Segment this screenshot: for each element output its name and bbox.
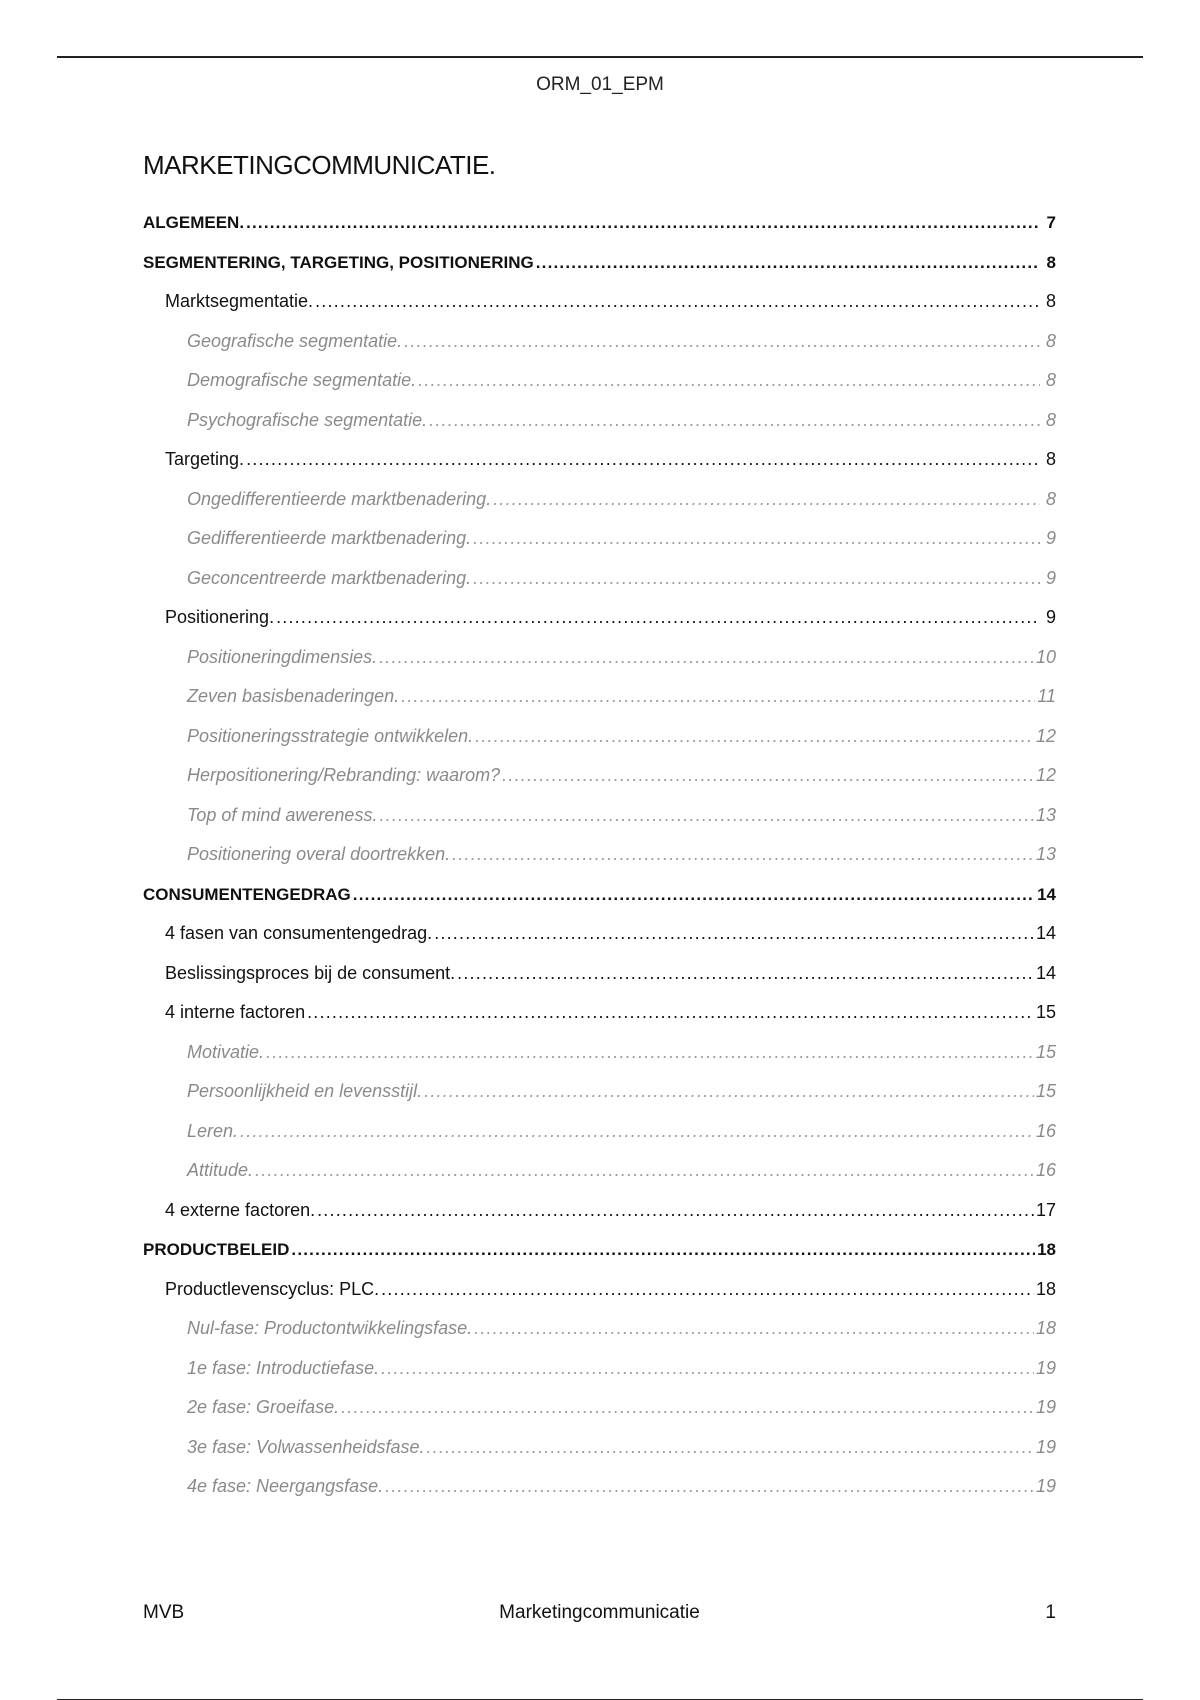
toc-entry-label: 4 interne factoren — [165, 1002, 306, 1022]
toc-entry-label: Motivatie. — [187, 1041, 265, 1062]
toc-page-number: 9 — [1045, 567, 1056, 588]
toc-dot-leader — [276, 598, 1040, 638]
toc-entry-label: 4 externe factoren. — [165, 1199, 316, 1220]
toc-dot-leader — [429, 401, 1040, 441]
toc-entry-label: Ongedifferentieerde marktbenadering. — [187, 488, 492, 509]
toc-dot-leader — [291, 1230, 1035, 1270]
toc-page-number: 7 — [1046, 213, 1056, 232]
toc-entry[interactable] — [143, 243, 1056, 283]
toc-dot-leader — [452, 835, 1034, 875]
toc-entry[interactable] — [143, 1349, 1056, 1389]
toc-entry-label: Psychografische segmentatie. — [187, 409, 428, 430]
toc-dot-leader — [315, 282, 1040, 322]
toc-page-number: 8 — [1045, 370, 1056, 390]
toc-entry-label: Herpositionering/Rebranding: waarom? — [187, 765, 501, 785]
toc-entry-label: ALGEMEEN. — [143, 213, 245, 232]
toc-entry[interactable] — [143, 282, 1056, 322]
toc-page-number: 8 — [1045, 449, 1056, 469]
toc-dot-leader — [401, 677, 1035, 717]
toc-page-number: 8 — [1045, 291, 1056, 311]
toc-entry-label: Nul-fase: Productontwikkelingsfase. — [187, 1318, 473, 1338]
toc-page-number: 18 — [1035, 1318, 1056, 1338]
toc-dot-leader — [473, 559, 1040, 599]
toc-entry-label: Attitude. — [187, 1160, 254, 1180]
toc-dot-leader — [493, 480, 1040, 520]
toc-page-number: 9 — [1045, 607, 1056, 627]
toc-page-number: 19 — [1035, 1397, 1056, 1417]
toc-entry-label: 4e fase: Neergangsfase. — [187, 1476, 384, 1496]
toc-entry[interactable] — [143, 1388, 1056, 1428]
toc-dot-leader — [266, 1033, 1034, 1073]
toc-entry-label: Demografische segmentatie. — [187, 370, 417, 390]
toc-page-number: 17 — [1035, 1199, 1056, 1220]
toc-entry[interactable] — [143, 440, 1056, 480]
page-footer — [143, 1602, 1056, 1628]
toc-dot-leader — [424, 1072, 1034, 1112]
toc-entry-label: 2e fase: Groeifase. — [187, 1397, 340, 1417]
table-of-contents — [143, 203, 1056, 1507]
header-rule — [57, 56, 1143, 58]
toc-entry[interactable] — [143, 717, 1056, 757]
toc-dot-leader — [381, 1349, 1034, 1389]
toc-page-number: 13 — [1035, 844, 1056, 864]
page-title: MARKETINGCOMMUNICATIE. — [143, 150, 496, 180]
toc-dot-leader — [246, 440, 1040, 480]
toc-dot-leader — [426, 1428, 1033, 1468]
toc-entry-label: Geografische segmentatie. — [187, 330, 403, 351]
toc-page-number: 19 — [1035, 1476, 1056, 1496]
toc-entry[interactable] — [143, 203, 1056, 243]
toc-entry-label: SEGMENTERING, TARGETING, POSITIONERING — [143, 252, 534, 272]
toc-entry-label: Positioneringsstrategie ontwikkelen. — [187, 725, 474, 746]
toc-page-number: 14 — [1035, 923, 1056, 943]
toc-dot-leader — [434, 914, 1034, 954]
toc-page-number: 16 — [1035, 1120, 1056, 1141]
toc-page-number: 14 — [1035, 962, 1056, 983]
toc-page-number: 15 — [1035, 1081, 1056, 1101]
toc-dot-leader — [353, 875, 1035, 915]
toc-page-number: 11 — [1037, 686, 1056, 706]
toc-dot-leader — [502, 756, 1034, 796]
toc-entry[interactable] — [143, 559, 1056, 599]
toc-entry-label: CONSUMENTENGEDRAG — [143, 884, 351, 904]
toc-entry[interactable] — [143, 835, 1056, 875]
toc-entry-label: Persoonlijkheid en levensstijl. — [187, 1081, 423, 1101]
toc-entry[interactable] — [143, 1309, 1056, 1349]
toc-dot-leader — [475, 717, 1034, 757]
toc-page-number: 10 — [1035, 646, 1056, 667]
toc-dot-leader — [418, 361, 1040, 401]
toc-page-number: 19 — [1035, 1357, 1056, 1378]
toc-entry[interactable] — [143, 519, 1056, 559]
toc-dot-leader — [536, 243, 1040, 283]
toc-entry[interactable] — [143, 1151, 1056, 1191]
toc-entry[interactable] — [143, 1033, 1056, 1073]
toc-page-number: 14 — [1037, 884, 1056, 904]
toc-dot-leader — [246, 203, 1040, 243]
toc-entry-label: Geconcentreerde marktbenadering. — [187, 567, 472, 588]
toc-entry[interactable] — [143, 638, 1056, 678]
toc-entry-label: Marktsegmentatie. — [165, 291, 314, 311]
toc-entry-label: PRODUCTBELEID — [143, 1240, 290, 1259]
toc-entry-label: Positionering overal doortrekken. — [187, 844, 451, 864]
toc-page-number: 8 — [1045, 330, 1056, 351]
toc-dot-leader — [240, 1112, 1034, 1152]
toc-entry-label: Productlevenscyclus: PLC. — [165, 1278, 380, 1299]
toc-entry[interactable] — [143, 914, 1056, 954]
toc-entry-label: Beslissingsproces bij de consument. — [165, 962, 456, 983]
toc-dot-leader — [385, 1467, 1034, 1507]
toc-entry[interactable] — [143, 677, 1056, 717]
toc-dot-leader — [255, 1151, 1034, 1191]
toc-entry-label: Gedifferentieerde marktbenadering. — [187, 528, 472, 548]
footer-author: MVB — [143, 1602, 185, 1623]
toc-dot-leader — [341, 1388, 1034, 1428]
toc-entry[interactable] — [143, 1467, 1056, 1507]
toc-entry[interactable] — [143, 361, 1056, 401]
toc-entry[interactable] — [143, 796, 1056, 836]
toc-entry-label: 1e fase: Introductiefase. — [187, 1357, 380, 1378]
toc-page-number: 12 — [1035, 765, 1056, 785]
toc-entry-label: 3e fase: Volwassenheidsfase. — [187, 1436, 425, 1457]
toc-page-number: 15 — [1035, 1002, 1056, 1022]
toc-entry[interactable] — [143, 1072, 1056, 1112]
toc-dot-leader — [457, 954, 1034, 994]
toc-entry[interactable] — [143, 1191, 1056, 1231]
toc-entry-label: Top of mind awereness. — [187, 804, 378, 825]
toc-dot-leader — [379, 638, 1034, 678]
toc-dot-leader — [474, 1309, 1034, 1349]
toc-entry-label: 4 fasen van consumentengedrag. — [165, 923, 433, 943]
toc-entry[interactable] — [143, 598, 1056, 638]
toc-dot-leader — [381, 1270, 1034, 1310]
toc-entry-label: Zeven basisbenaderingen. — [187, 686, 400, 706]
toc-entry[interactable] — [143, 322, 1056, 362]
toc-entry[interactable] — [143, 480, 1056, 520]
toc-entry[interactable] — [143, 1270, 1056, 1310]
toc-dot-leader — [473, 519, 1040, 559]
toc-entry-label: Targeting. — [165, 449, 245, 469]
running-header: ORM_01_EPM — [536, 74, 664, 95]
toc-page-number: 13 — [1035, 804, 1056, 825]
toc-page-number: 16 — [1035, 1160, 1056, 1180]
toc-dot-leader — [317, 1191, 1034, 1231]
toc-page-number: 15 — [1035, 1041, 1056, 1062]
footer-document-title: Marketingcommunicatie — [499, 1602, 700, 1623]
toc-entry[interactable] — [143, 756, 1056, 796]
footer-page-number: 1 — [1045, 1602, 1056, 1623]
toc-page-number: 8 — [1045, 409, 1056, 430]
toc-page-number: 8 — [1046, 252, 1056, 272]
toc-page-number: 18 — [1035, 1278, 1056, 1299]
toc-entry[interactable] — [143, 401, 1056, 441]
toc-page-number: 8 — [1045, 488, 1056, 509]
toc-entry[interactable] — [143, 875, 1056, 915]
toc-page-number: 18 — [1037, 1240, 1056, 1259]
toc-entry[interactable] — [143, 954, 1056, 994]
toc-entry-label: Leren. — [187, 1120, 239, 1141]
toc-entry-label: Positioneringdimensies. — [187, 646, 378, 667]
toc-entry[interactable] — [143, 1428, 1056, 1468]
toc-dot-leader — [307, 993, 1034, 1033]
toc-page-number: 12 — [1035, 725, 1056, 746]
toc-dot-leader — [379, 796, 1034, 836]
toc-entry[interactable] — [143, 1112, 1056, 1152]
toc-entry[interactable] — [143, 1230, 1056, 1270]
toc-entry[interactable] — [143, 993, 1056, 1033]
toc-page-number: 19 — [1035, 1436, 1056, 1457]
toc-entry-label: Positionering. — [165, 607, 275, 627]
toc-page-number: 9 — [1045, 528, 1056, 548]
toc-dot-leader — [404, 322, 1040, 362]
